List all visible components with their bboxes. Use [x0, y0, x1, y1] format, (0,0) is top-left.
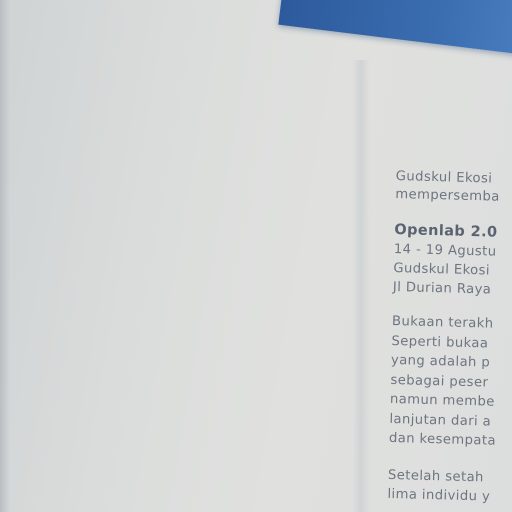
paragraph-line: lanjutan dari a: [389, 411, 492, 430]
paragraph-line: yang adalah p: [390, 352, 491, 371]
event-date: 14 - 19 Agustu: [393, 241, 497, 260]
event-info: [393, 221, 512, 302]
paragraph-line: Setelah setah: [387, 467, 484, 485]
paragraph-line: Bukaan terakh: [391, 313, 494, 332]
body-paragraph-2: [387, 465, 512, 509]
event-address: Jl Durian Raya: [392, 279, 492, 298]
blue-tape-strip: [278, 0, 512, 56]
event-title: Openlab 2.0: [394, 221, 498, 241]
paragraph-line: dan kesempata: [388, 430, 497, 449]
paragraph-line: sebagai peser: [390, 372, 489, 390]
event-venue: Gudskul Ekosi: [393, 260, 491, 279]
paragraph-line: namun membe: [389, 391, 495, 410]
intro-paragraph: [395, 168, 512, 209]
paragraph-line: lima individu y: [387, 486, 491, 505]
paragraph-line: Seperti bukaa: [391, 333, 489, 351]
paper-left-edge: [0, 0, 10, 512]
document-text: [387, 168, 512, 512]
intro-line: Gudskul Ekosi: [395, 168, 493, 187]
paper-fold-shadow: [352, 60, 370, 512]
intro-line: mempersemba: [395, 186, 500, 205]
body-paragraph-1: [389, 312, 512, 454]
